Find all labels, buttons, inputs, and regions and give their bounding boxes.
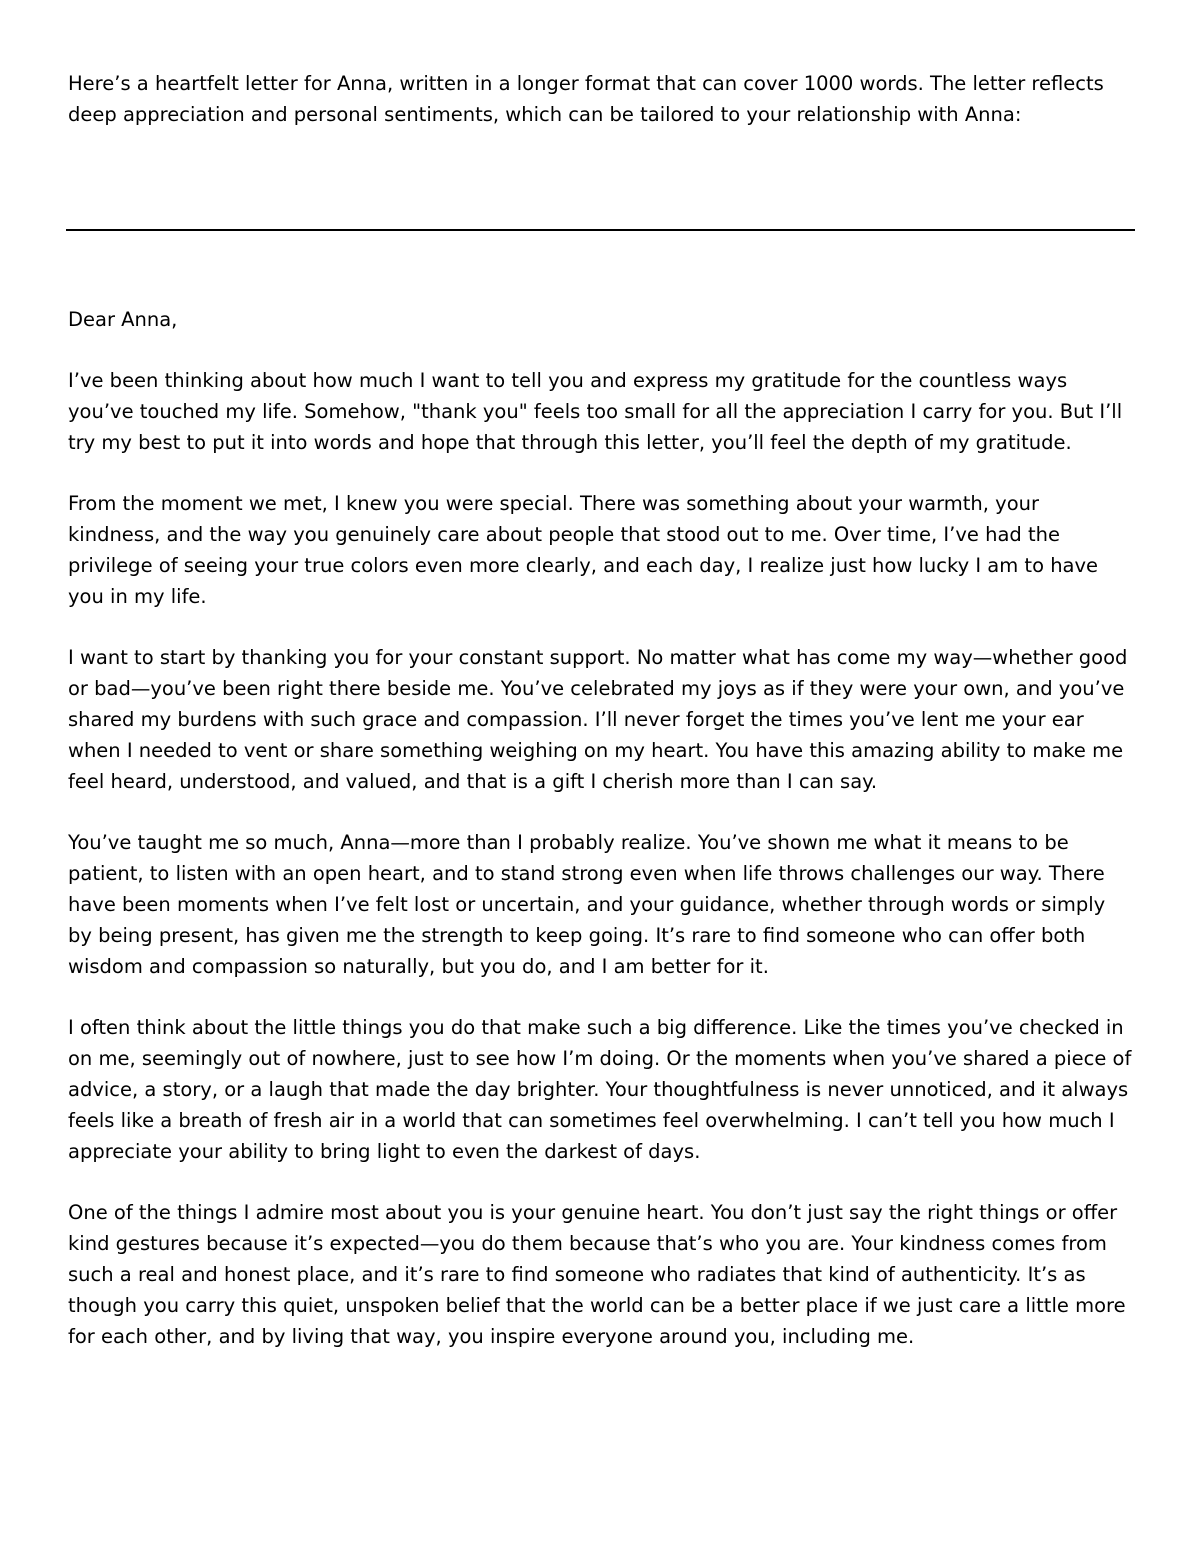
letter-paragraph: I’ve been thinking about how much I want to tell you and express my gratitude for the countless ways you’ve touched my life. Somehow, "thank you" feels too small for all the appreciation I carry for you. But I’ll try my best to put it into words and hope that through this letter, you’ll feel the depth of my gratitude. [68,369,1123,454]
letter-body [68,304,1135,1382]
intro-text: Here’s a heartfelt letter for Anna, written in a longer format that can cover 1000 words. The letter reflects deep appreciation and personal sentiments, which can be tailored to your relationship with Anna: [68,72,1104,126]
letter-paragraph: I often think about the little things you do that make such a big difference. Like the times you’ve checked in on me, seemingly out of nowhere, just to see how I’m doing. Or the moments when you’ve shared a piece of advice, a story, or a laugh that made the day brighter. Your thoughtfulness is never unnoticed, and it always feels like a breath of fresh air in a world that can sometimes feel overwhelming. I can’t tell you how much I appreciate your ability to bring light to even the darkest of days. [68,1016,1132,1163]
letter-paragraph: One of the things I admire most about you is your genuine heart. You don’t just say the right things or offer kind gestures because it’s expected—you do them because that’s who you are. Your kindness comes from such a real and honest place, and it’s rare to find someone who radiates that kind of authenticity. It’s as though you carry this quiet, unspoken belief that the world can be a better place if we just care a little more for each other, and by living that way, you inspire everyone around you, including me. [68,1201,1126,1348]
letter-salutation: Dear Anna, [68,308,178,331]
letter-paragraph: I want to start by thanking you for your constant support. No matter what has come my way—whether good or bad—you’ve been right there beside me. You’ve celebrated my joys as if they were your own, and you’ve shared my burdens with such grace and compassion. I’ll never forget the times you’ve lent me your ear when I needed to vent or share something weighing on my heart. You have this amazing ability to make me feel heard, understood, and valued, and that is a gift I cherish more than I can say. [68,646,1128,793]
horizontal-divider [66,229,1135,231]
letter-paragraph: You’ve taught me so much, Anna—more than I probably realize. You’ve shown me what it means to be patient, to listen with an open heart, and to stand strong even when life throws challenges our way. There have been moments when I’ve felt lost or uncertain, and your guidance, whether through words or simply by being present, has given me the strength to keep going. It’s rare to find someone who can offer both wisdom and compassion so naturally, but you do, and I am better for it. [68,831,1106,978]
document-page [68,68,1135,130]
letter-paragraph: From the moment we met, I knew you were special. There was something about your warmth, your kindness, and the way you genuinely care about people that stood out to me. Over time, I’ve had the privilege of seeing your true colors even more clearly, and each day, I realize just how lucky I am to have you in my life. [68,492,1099,608]
